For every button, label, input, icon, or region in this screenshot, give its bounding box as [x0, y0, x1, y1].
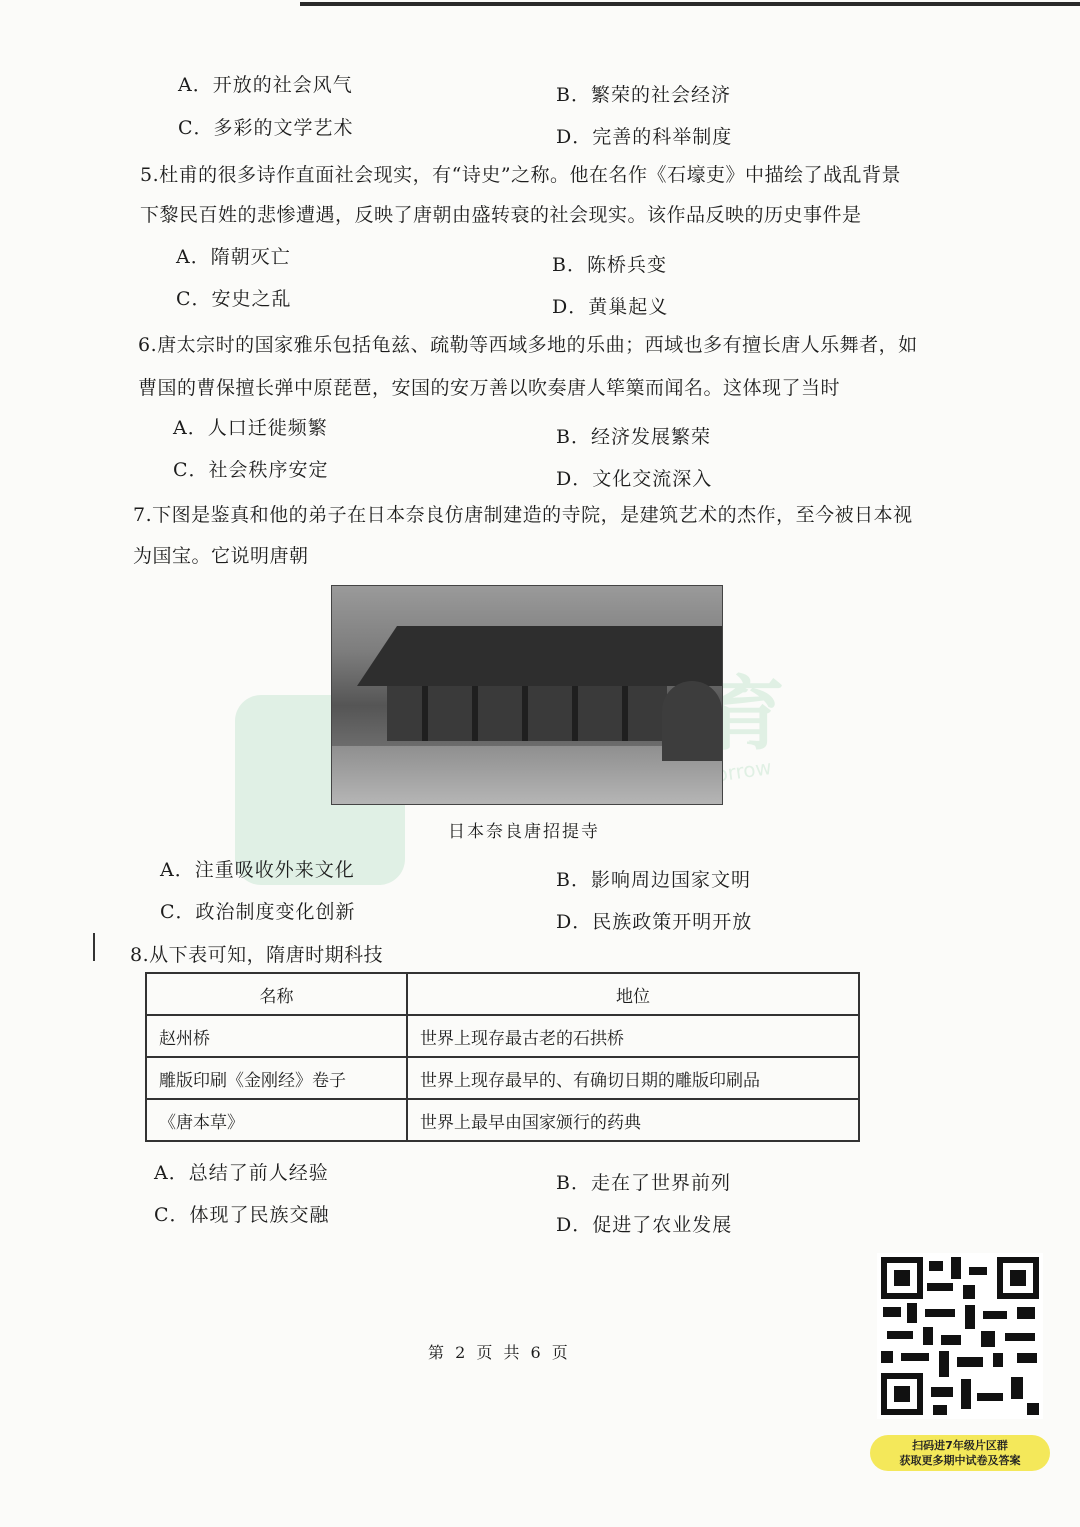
q7-option-a: A．注重吸收外来文化: [160, 859, 355, 881]
q5-option-b: B．陈桥兵变: [552, 254, 667, 276]
watermark-text: 育: [705, 668, 785, 761]
q8-option-a: A．总结了前人经验: [154, 1162, 329, 1184]
table-header-row: [146, 973, 859, 1015]
q6-stem-line2: 曹国的曹保擅长弹中原琵琶，安国的安万善以吹奏唐人筚篥而闻名。这体现了当时: [138, 377, 841, 399]
q4-option-d: D．完善的科举制度: [556, 126, 733, 148]
scan-top-edge: [300, 2, 1080, 6]
qr-code[interactable]: [877, 1253, 1043, 1419]
q5-option-c: C．安史之乱: [176, 288, 292, 310]
table-cell: 世界上现存最早的、有确切日期的雕版印刷品: [407, 1057, 859, 1099]
table-row: [146, 1015, 859, 1057]
q5-stem-line1: 5.杜甫的很多诗作直面社会现实，有“诗史”之称。他在名作《石壕吏》中描绘了战乱背景: [140, 164, 902, 186]
margin-mark: [93, 933, 95, 961]
table-row: [146, 1099, 859, 1141]
q7-option-c: C．政治制度变化创新: [160, 901, 356, 923]
science-table: [145, 972, 860, 1142]
q5-option-a: A．隋朝灭亡: [176, 246, 291, 268]
table-cell: 《唐本草》: [146, 1099, 407, 1141]
watermark-slogan: Tomorrow: [673, 754, 774, 793]
q8-option-b: B．走在了世界前列: [556, 1172, 731, 1194]
q7-stem-line1: 7.下图是鉴真和他的弟子在日本奈良仿唐制建造的寺院，是建筑艺术的杰作，至今被日本视: [133, 504, 913, 526]
table-row: [146, 1057, 859, 1099]
table-cell: 赵州桥: [146, 1015, 407, 1057]
q8-option-d: D．促进了农业发展: [556, 1214, 733, 1236]
q6-option-c: C．社会秩序安定: [173, 459, 329, 481]
q8-option-c: C．体现了民族交融: [154, 1204, 330, 1226]
photo-caption: 日本奈良唐招提寺: [448, 822, 600, 842]
q6-option-d: D．文化交流深入: [556, 468, 713, 490]
promo-badge[interactable]: [870, 1435, 1050, 1471]
q6-stem-line1: 6.唐太宗时的国家雅乐包括龟兹、疏勒等西域多地的乐曲；西域也多有擅长唐人乐舞者，如: [138, 334, 918, 356]
q4-option-b: B．繁荣的社会经济: [556, 84, 731, 106]
q6-option-a: A．人口迁徙频繁: [173, 417, 328, 439]
promo-line2: 获取更多期中试卷及答案: [899, 1454, 1021, 1467]
q4-option-c: C．多彩的文学艺术: [178, 117, 354, 139]
table-cell: 雕版印刷《金刚经》卷子: [146, 1057, 407, 1099]
q6-option-b: B．经济发展繁荣: [556, 426, 711, 448]
page-number: 第 2 页 共 6 页: [428, 1343, 571, 1362]
temple-photo: [331, 585, 723, 805]
q5-option-d: D．黄巢起义: [552, 296, 669, 318]
q7-option-b: B．影响周边国家文明: [556, 869, 751, 891]
table-header-status: 地位: [407, 973, 859, 1015]
q5-stem-line2: 下黎民百姓的悲惨遭遇，反映了唐朝由盛转衰的社会现实。该作品反映的历史事件是: [140, 204, 862, 226]
table-cell: 世界上现存最古老的石拱桥: [407, 1015, 859, 1057]
table-header-name: 名称: [146, 973, 407, 1015]
q8-stem: 8.从下表可知，隋唐时期科技: [130, 944, 384, 966]
q4-option-a: A．开放的社会风气: [178, 74, 353, 96]
q7-stem-line2: 为国宝。它说明唐朝: [133, 545, 309, 567]
promo-line1: 扫码进7年级片区群: [912, 1439, 1008, 1452]
q7-option-d: D．民族政策开明开放: [556, 911, 753, 933]
table-cell: 世界上最早由国家颁行的药典: [407, 1099, 859, 1141]
